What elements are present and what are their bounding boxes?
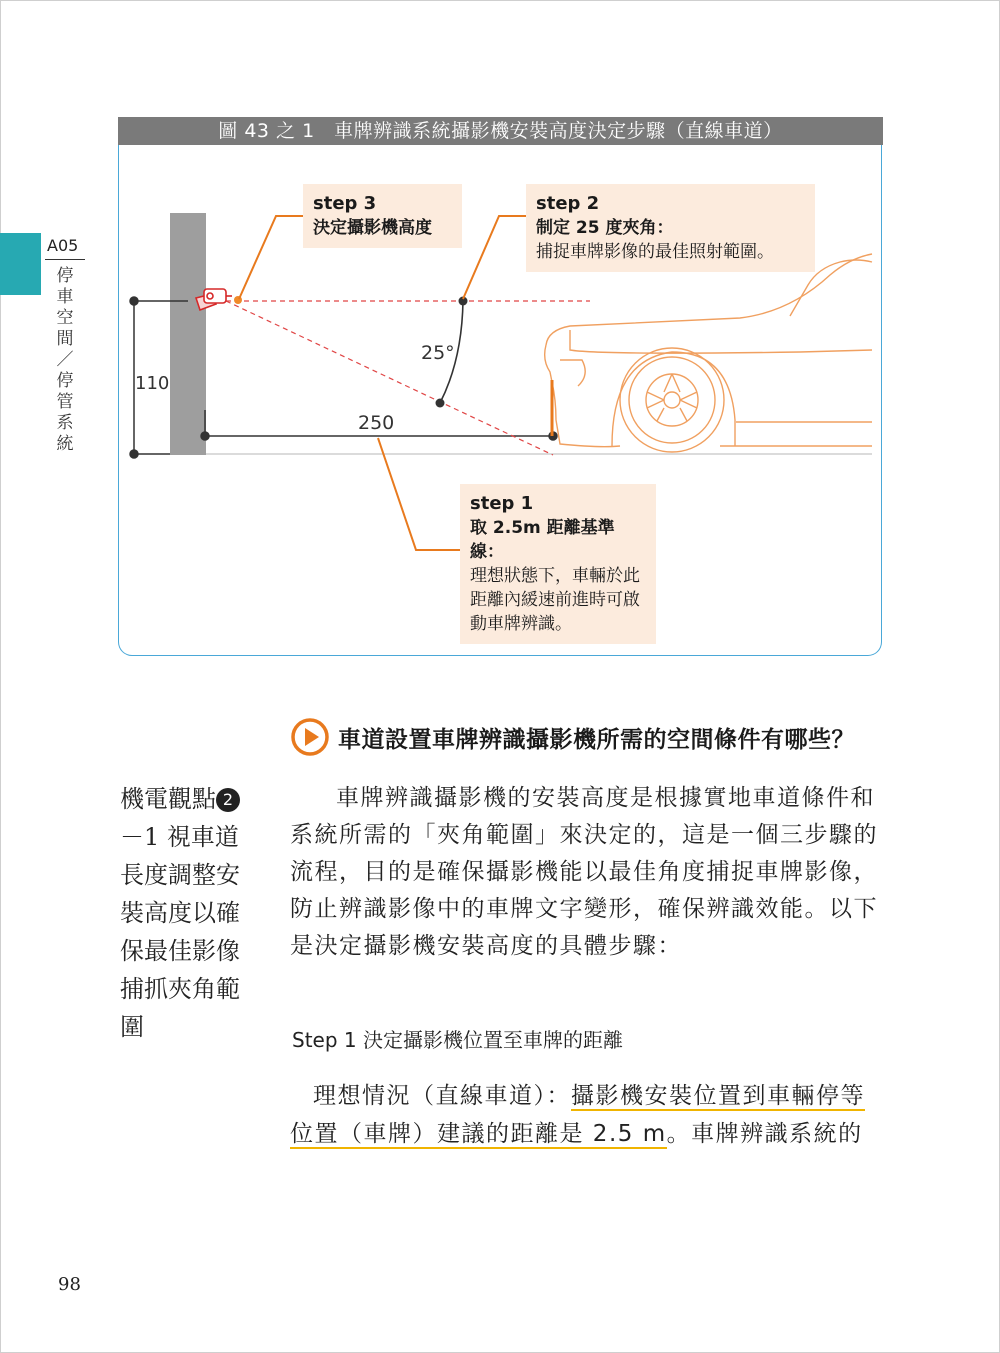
ideal-case-paragraph: [290, 1077, 884, 1153]
step1-description: 理想狀態下，車輛於此距離內緩速前進時可啟動車牌辨識。: [470, 566, 640, 634]
body-paragraph: 車牌辨識攝影機的安裝高度是根據實地車道條件和系統所需的「夾角範圍」來決定的，這是一個三步驟的流程，目的是確保攝影機能以最佳角度捕捉車牌影像，防止辨識影像中的車牌文字變形，確保辨識效能。以下是決定攝影機安裝高度的具體步驟：: [290, 785, 878, 959]
height-label: 110: [135, 373, 170, 394]
margin-note-text: －1 視車道長度調整安裝高度以確保最佳影像捕抓夾角範圍: [120, 823, 240, 1041]
step3-callout: [303, 184, 462, 248]
step1-label: step 1: [470, 493, 534, 514]
margin-note-lead: 機電觀點: [120, 785, 216, 813]
step2-label: step 2: [536, 193, 600, 214]
angle-label: 25°: [421, 342, 455, 364]
question-text: 車道設置車牌辨識攝影機所需的空間條件有哪些？: [338, 726, 855, 753]
step2-description: 捕捉車牌影像的最佳照射範圍。: [536, 242, 774, 262]
step3-heading: 決定攝影機高度: [313, 218, 432, 238]
circled-number-icon: 2: [216, 788, 240, 812]
step1-section-heading: Step 1 決定攝影機位置至車牌的距離: [292, 1028, 623, 1052]
ideal-case-tail: 。車牌辨識系統的: [666, 1121, 863, 1147]
step3-label: step 3: [313, 193, 377, 214]
figure-title: 圖 43 之 1 車牌辨識系統攝影機安裝高度決定步驟（直線車道）: [118, 117, 883, 145]
step2-heading: 制定 25 度夾角：: [536, 218, 674, 238]
section-code: A05: [47, 236, 79, 255]
page-number: 98: [58, 1274, 81, 1295]
arc-point-bottom: [436, 399, 445, 408]
step1-callout: [460, 484, 656, 644]
play-circle-icon: [290, 717, 330, 757]
ideal-case-lead: 理想情況（直線車道）：: [313, 1083, 571, 1109]
wall: [170, 213, 206, 455]
ideal-case-highlight: 攝影機安裝位置到車輛停等位置（車牌）建議的距離是 2.5 m: [290, 1083, 865, 1147]
question-heading: [290, 717, 855, 757]
section-title: 停車空間／停管系統: [56, 266, 74, 454]
car-outline: [545, 254, 872, 452]
step1-heading: 取 2.5m 距離基準線：: [470, 518, 615, 562]
distance-label: 250: [358, 412, 395, 434]
margin-note: [120, 780, 245, 1046]
step2-callout: [526, 184, 815, 272]
